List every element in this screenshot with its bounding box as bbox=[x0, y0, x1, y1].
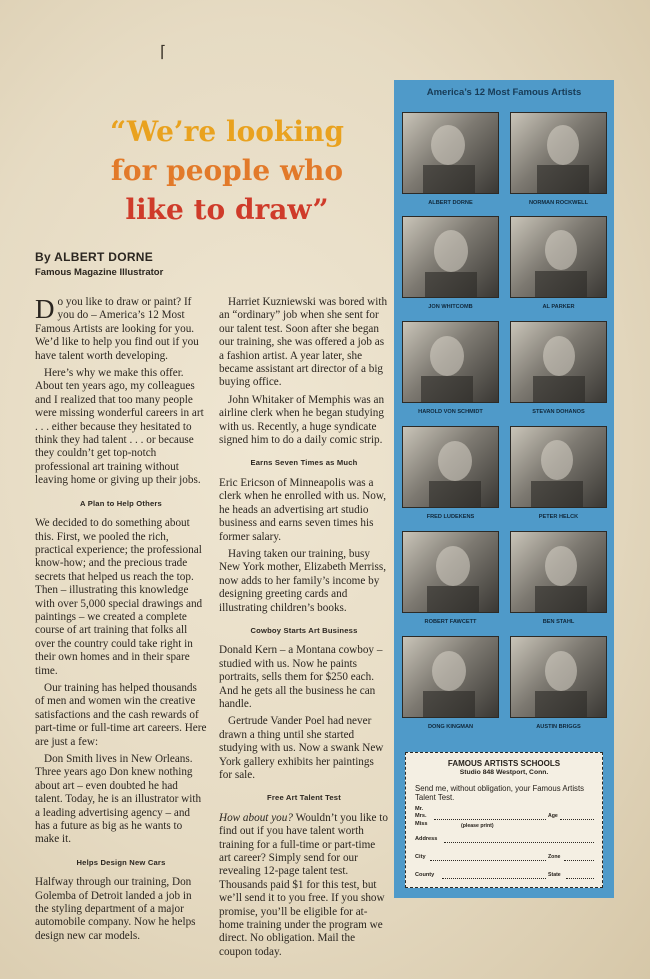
paragraph: We decided to do something about this. First, we pooled the rich, practical experience; the professional know-how; and the precious trade secrets that helped us reach the top. Then – illustrating this knowledge with over 5,000 special drawings and paintings – we created a complete course of art training that folks all over the country could take right in their own homes and in their spare time. bbox=[35, 517, 203, 677]
artist-name: FRED LUDEKENS bbox=[426, 514, 475, 520]
coupon-address: Studio 848 Westport, Conn. bbox=[459, 769, 549, 776]
artist-name: AL PARKER bbox=[542, 304, 575, 310]
city-label: City bbox=[415, 854, 426, 860]
paragraph: Don Smith lives in New Orleans. Three years ago Don knew nothing about art – even doubted he had talent. Today, he is an illustrator with a leading advertising agency – and has a future as big as he wants to make it. bbox=[35, 753, 202, 846]
artist-photo bbox=[510, 321, 607, 403]
artist-photo bbox=[402, 531, 499, 613]
artist-name: ROBERT FAWCETT bbox=[424, 619, 477, 625]
artist-name: HAROLD VON SCHMIDT bbox=[418, 409, 483, 415]
paragraph-emphasis: How about you? bbox=[219, 811, 293, 824]
headline-line-3: like to draw” bbox=[125, 193, 329, 226]
mail-coupon bbox=[405, 752, 603, 888]
paragraph bbox=[219, 812, 389, 959]
subheading: Earns Seven Times as Much bbox=[250, 458, 358, 468]
author-role: Famous Magazine Illustrator bbox=[35, 267, 164, 278]
drop-cap: D bbox=[35, 294, 55, 324]
miss-label: Miss bbox=[415, 821, 428, 827]
paragraph: Our training has helped thousands of men and women win the creative satisfactions and the cash rewards of part-time or full-time art careers. Here are just a few: bbox=[35, 681, 207, 748]
artist-name: AUSTIN BRIGGS bbox=[536, 724, 581, 730]
author-name: By ALBERT DORNE bbox=[35, 250, 154, 264]
headline-line-2: for people who bbox=[110, 154, 344, 187]
article-column-1 bbox=[35, 296, 207, 947]
mr-label: Mr. bbox=[415, 806, 424, 812]
coupon-body: Send me, without obligation, your Famous Artists Talent Test. bbox=[415, 784, 585, 802]
byline bbox=[35, 250, 163, 278]
coupon-title: FAMOUS ARTISTS SCHOOLS bbox=[447, 759, 561, 768]
artist-photo bbox=[402, 636, 499, 718]
artist-photo bbox=[402, 321, 499, 403]
article-column-2 bbox=[219, 296, 389, 963]
artists-panel bbox=[394, 80, 614, 898]
stray-mark: ⌈ bbox=[160, 44, 167, 61]
subheading: A Plan to Help Others bbox=[80, 498, 162, 508]
zone-label: Zone bbox=[548, 854, 561, 860]
paragraph: Harriet Kuzniewski was bored with an “ordinary” job when she sent for our talent test. Soon after she began our training, she was offered a job as a fashion artist. A year later, she became assistant art director of a big buying office. bbox=[219, 296, 388, 389]
zone-field[interactable] bbox=[564, 860, 594, 861]
mrs-label: Mrs. bbox=[415, 813, 427, 819]
artist-name: STEVAN DOHANOS bbox=[532, 409, 585, 415]
paragraph: Halfway through our training, Don Golemba of Detroit landed a job in the styling department of a major automobile company. Now he helps design new car models. bbox=[35, 876, 196, 942]
artist-photo bbox=[510, 531, 607, 613]
county-field[interactable] bbox=[442, 878, 546, 879]
subheading: Helps Design New Cars bbox=[76, 857, 166, 867]
artist-photo bbox=[510, 216, 607, 298]
state-label: State bbox=[548, 872, 561, 878]
panel-title: America’s 12 Most Famous Artists bbox=[426, 87, 582, 98]
paragraph: Gertrude Vander Poel had never drawn a thing until she started studying with us. Now a swank New York gallery exhibits her paintings for sale. bbox=[219, 715, 384, 781]
paragraph-text: you like to draw or paint? If you do – America’s 12 Most Famous Artists are looking for you. We’d like to help you find out if you have talent worth developing. bbox=[35, 296, 199, 362]
paragraph: Here’s why we make this offer. About ten years ago, my colleagues and I realized that too many people were missing wonderful careers in art . . . either because they hesitated to think they had talent . . . or because they couldn’t get top-notch professional art training without leaving home or giving up their jobs. bbox=[35, 367, 204, 487]
name-field[interactable] bbox=[434, 819, 546, 820]
subheading: Free Art Talent Test bbox=[267, 793, 341, 803]
county-label: County bbox=[415, 872, 435, 878]
artist-photo bbox=[510, 636, 607, 718]
paragraph: John Whitaker of Memphis was an airline clerk when he began studying with us. Recently, a huge syndicate signed him to do a daily comic strip. bbox=[219, 393, 385, 447]
artist-name: JON WHITCOMB bbox=[428, 304, 473, 310]
headline bbox=[92, 112, 362, 229]
city-field[interactable] bbox=[430, 860, 546, 861]
address-field[interactable] bbox=[444, 842, 594, 843]
paragraph: Eric Ericson of Minneapolis was a clerk when he enrolled with us. Now, he heads an advertising art studio business and earns seven times his former salary. bbox=[219, 476, 387, 543]
artist-name: PETER HELCK bbox=[538, 514, 579, 520]
artist-photo bbox=[402, 426, 499, 508]
headline-line-1: “We’re looking bbox=[110, 115, 344, 148]
age-label: Age bbox=[548, 813, 558, 819]
paragraph-text: Wouldn’t you like to find out if you have talent worth training for a full-time or part-time art career? Simply send for our revealing 12-page talent test. Thousands paid $1 for this test, but we’ll send it to you free. If you show promise, you’ll be eligible for at-home training under the program we direct. No obligation. Mail the coupon today. bbox=[219, 811, 388, 958]
please-print-label: (please print) bbox=[461, 823, 494, 829]
age-field[interactable] bbox=[560, 819, 594, 820]
paragraph: Having taken our training, busy New York mother, Elizabeth Merriss, now adds to her family’s income by designing greeting cards and illustrating children’s books. bbox=[219, 547, 387, 614]
artist-name: ALBERT DORNE bbox=[428, 200, 473, 206]
artist-name: BEN STAHL bbox=[542, 619, 575, 625]
artist-name: DONG KINGMAN bbox=[427, 724, 474, 730]
state-field[interactable] bbox=[566, 878, 594, 879]
address-label: Address bbox=[415, 836, 438, 842]
paragraph-lead: o bbox=[57, 296, 64, 308]
artist-photo bbox=[402, 216, 499, 298]
artist-photo bbox=[510, 426, 607, 508]
paragraph: Donald Kern – a Montana cowboy – studied with us. Now he paints portraits, sells them for $250 each. And he gets all the business he can handle. bbox=[219, 644, 383, 710]
subheading: Cowboy Starts Art Business bbox=[250, 625, 358, 635]
artist-photo bbox=[402, 112, 499, 194]
artist-name: NORMAN ROCKWELL bbox=[528, 200, 589, 206]
paragraph bbox=[35, 296, 207, 363]
artist-photo bbox=[510, 112, 607, 194]
